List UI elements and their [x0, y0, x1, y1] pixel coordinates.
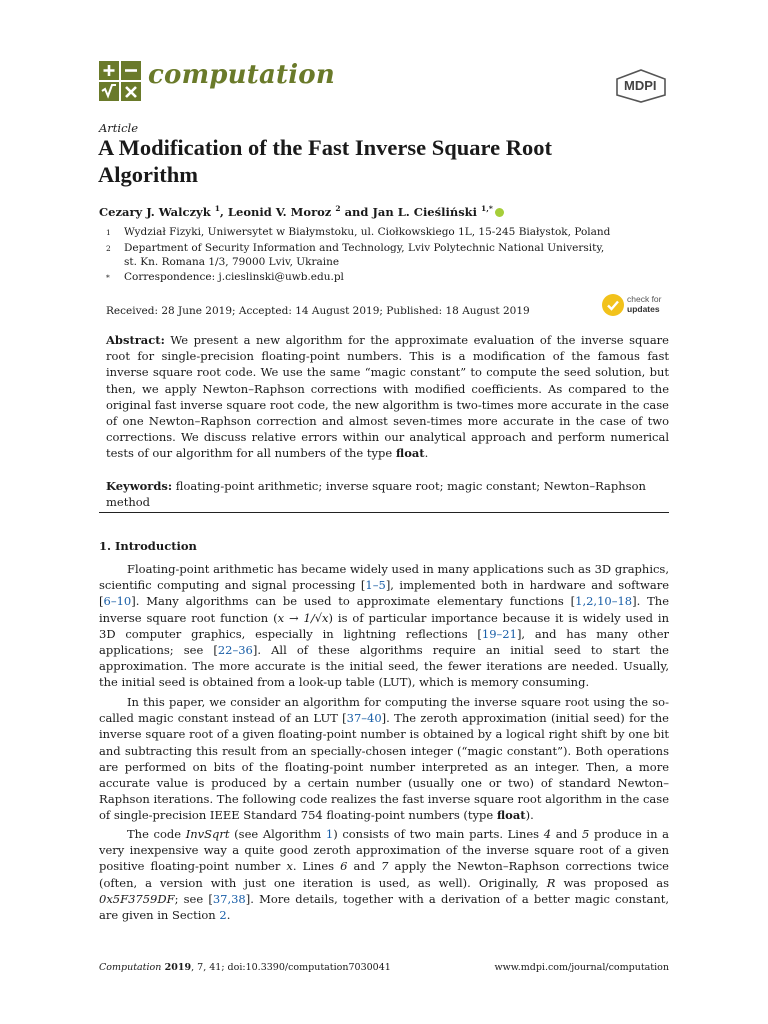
orcid-icon[interactable] [495, 208, 504, 217]
text-run: ]. Many algorithms can be used to approximate elementary functions [ [131, 594, 576, 609]
check-updates-icon [601, 293, 625, 317]
text-run: ], and has many other applications; see [ [99, 626, 669, 658]
affiliation-marker: 1,* [481, 204, 493, 213]
paragraph-2 [99, 694, 669, 824]
magic-constant: 0x5F3759DF [99, 891, 175, 906]
journal-logo-icon [99, 61, 141, 101]
citation-link[interactable]: 37–40 [346, 711, 382, 726]
correspondence-email[interactable]: Correspondence: j.cieslinski@uwb.edu.pl [124, 271, 344, 283]
paragraph-1 [99, 561, 669, 691]
algorithm-link[interactable]: 1 [325, 827, 334, 841]
text-run: ]. The inverse square root function ( [99, 594, 669, 625]
text-run: and [347, 859, 382, 874]
footer-doi: , 7, 41; doi:10.3390/computation7030041 [191, 962, 391, 973]
line-number: 7 [381, 859, 389, 874]
text-run: apply the Newton–Raphson corrections twice (often, a version with just one iteration is used, as well). Originally, [99, 859, 669, 890]
text-run: ]. All of these algorithms require an initial seed to start the approximation. The more accurate is the initial seed, the fewer iterations are needed. Usually, the initial seed is obtained from a look-up table (LUT), which is memory consuming. [99, 643, 669, 690]
footer-journal: Computation [99, 962, 162, 973]
author-name[interactable]: Cezary J. Walczyk [99, 205, 215, 219]
affiliation-text: Wydział Fizyki, Uniwersytet w Białymstoku, ul. Ciołkowskiego 1L, 15-245 Białystok, Poland [124, 226, 611, 238]
type-float: float [496, 808, 526, 823]
section-link[interactable]: 2 [219, 908, 227, 923]
line-number: 5 [581, 827, 590, 841]
text-run: and [551, 827, 582, 841]
check-updates-line1: check for [627, 294, 662, 304]
line-number: 4 [543, 827, 552, 841]
affiliation-text: st. Kn. Romana 1/3, 79000 Lviv, Ukraine [124, 256, 340, 268]
math-expression: x → 1/√x [277, 610, 329, 625]
code-name: InvSqrt [185, 827, 230, 841]
text-run: ; see [ [174, 891, 213, 906]
text-run: The code [127, 827, 186, 841]
line-number: 6 [340, 859, 348, 874]
text-run: . [226, 908, 231, 923]
journal-name: computation [148, 60, 335, 90]
text-run: was proposed as [555, 875, 669, 890]
citation-link[interactable]: 1,2,10–18 [575, 594, 633, 609]
citation-link[interactable]: 37,38 [212, 891, 246, 906]
affiliation-number: * [106, 273, 110, 282]
math-variable: R [546, 875, 556, 890]
citation-link[interactable]: 6–10 [103, 594, 132, 609]
abstract-text: We present a new algorithm for the approximate evaluation of the inverse square root for single-precision floating-point numbers. This is a modification of the famous fast inverse square root code. We use the same “magic constant” to compute the seed solution, but then, we apply Newton–Raphson corrections with modified coefficients. As compared to the original fast inverse square root code, the new algorithm is two-times more accurate in the case of one Newton–Raphson correction and almost seven-times more accurate in the case of two corrections. We discuss relative errors within our analytical approach and perform numerical tests of our algorithm for all numbers of the type [106, 333, 669, 461]
citation-link[interactable]: 19–21 [481, 626, 517, 641]
publication-dates: Received: 28 June 2019; Accepted: 14 August 2019; Published: 18 August 2019 [106, 305, 530, 317]
abstract-type-float: float [395, 446, 425, 461]
text-run: . Lines [292, 859, 341, 874]
article-type: Article [99, 121, 139, 135]
text-run: produce in a very inexpensive way a quite good zeroth approximation of the inverse square root of a given positive floating-point number [99, 827, 669, 874]
keywords-label: Keywords: [106, 479, 173, 493]
footer-citation [99, 962, 391, 973]
citation-link[interactable]: 22–36 [217, 643, 253, 658]
footer-year: 2019 [161, 962, 192, 973]
text-run: ) is of particular importance because it is widely used in 3D computer graphics, especially in lightning reflections [ [99, 610, 670, 641]
abstract [106, 332, 669, 462]
keywords-text: floating-point arithmetic; inverse square root; magic constant; Newton–Raphson method [106, 479, 646, 509]
text-run: ) consists of two main parts. Lines [333, 827, 544, 841]
publisher-logo [613, 69, 669, 103]
paper-title: A Modification of the Fast Inverse Square Root Algorithm [98, 135, 552, 187]
publisher-name: MDPI [624, 78, 657, 93]
abstract-label: Abstract: [106, 333, 165, 347]
check-for-updates-button[interactable] [601, 292, 671, 320]
divider [99, 512, 669, 513]
author-name[interactable]: and Jan L. Cieśliński [340, 205, 482, 219]
citation-link[interactable]: 1–5 [365, 578, 386, 593]
text-run: ). [525, 808, 534, 823]
affiliation-marker: 1 [214, 204, 220, 213]
math-variable: x [286, 859, 293, 874]
affiliation-marker: 2 [335, 204, 341, 213]
text-run: ], implemented both in hardware and software [ [99, 578, 670, 609]
keywords [106, 478, 669, 510]
author-name[interactable]: , Leonid V. Moroz [219, 205, 336, 219]
text-run: ]. The zeroth approximation (initial seed) for the inverse square root of a given floating-point number is obtained by a logical right shift by one bit and subtracting this result from an specially-chosen integer (“magic constant”). Both operations are performed on bits of the floating-point number interpreted as an integer. Then, a more accurate value is produced by a certain number (usually one or two) of standard Newton–Raphson iterations. The following code realizes the fast inverse square root algorithm in the case of single-precision IEEE Standard 754 floating-point numbers (type [99, 711, 669, 823]
text-run: ]. More details, together with a derivation of a better magic constant, are given in Section [99, 891, 669, 923]
affiliation-number: 1 [106, 228, 111, 237]
abstract-end: . [424, 446, 429, 461]
check-updates-line2: updates [627, 304, 660, 314]
affiliation-number: 2 [106, 244, 111, 253]
paragraph-3 [99, 826, 669, 923]
text-run: Floating-point arithmetic has became widely used in many applications such as 3D graphics, scientific computing and signal processing [ [99, 562, 669, 593]
text-run: In this paper, we consider an algorithm for computing the inverse square root using the so-called magic constant instead of an LUT [ [99, 695, 669, 726]
section-heading: 1. Introduction [99, 539, 197, 553]
affiliation-text: Department of Security Information and Technology, Lviv Polytechnic National University, [124, 242, 605, 254]
author-list [99, 204, 504, 219]
footer-url[interactable]: www.mdpi.com/journal/computation [494, 962, 669, 973]
text-run: (see Algorithm [229, 827, 326, 841]
